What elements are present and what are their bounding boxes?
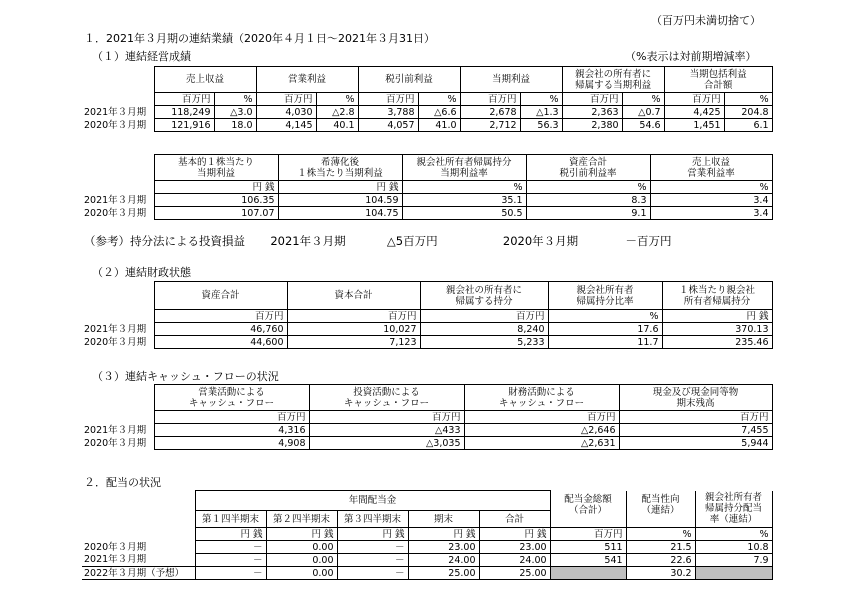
value-cell: 54.6 [622, 119, 664, 132]
value-cell: 121,916 [154, 119, 214, 132]
row-label: 2020年３月期 [84, 207, 147, 219]
table-row [82, 207, 772, 220]
row-label: 2021年３月期 [84, 424, 147, 436]
reference-line [84, 233, 671, 249]
col-header: 売上収益 [154, 67, 256, 93]
value-cell: 23.00 [479, 541, 550, 554]
value-cell: 511 [550, 541, 626, 554]
col-header: 第３四半期末 [337, 511, 408, 528]
value-cell: 17.6 [548, 323, 662, 336]
unit-note: （百万円未満切捨て） [651, 14, 761, 27]
col-header: 税引前利益 [358, 67, 460, 93]
operating-results-table [82, 66, 773, 132]
value-cell: 2,712 [460, 119, 520, 132]
value-cell: △3,035 [309, 437, 464, 450]
reference-label: （参考）持分法による投資損益 [84, 234, 245, 248]
row-label: 2022年３月期（予想） [82, 567, 195, 580]
value-cell: 4,057 [358, 119, 418, 132]
value-cell: 24.00 [408, 554, 479, 567]
value-cell: 44,600 [154, 336, 287, 349]
value-cell: 8.3 [526, 194, 650, 207]
unit-cell: 百万円 [619, 411, 772, 424]
value-cell: 18.0 [214, 119, 256, 132]
row-label: 2020年３月期 [84, 541, 147, 553]
value-cell: △2,631 [464, 437, 619, 450]
value-cell: 3.4 [650, 207, 772, 220]
row-label: 2020年３月期 [84, 336, 147, 348]
unit-cell: 円 銭 [278, 181, 402, 194]
section-4-title: ２．配当の状況 [84, 476, 161, 489]
unit-cell: 円 銭 [662, 310, 772, 323]
value-cell: △1.3 [520, 106, 562, 119]
value-cell: － [195, 541, 266, 554]
value-cell: 41.0 [418, 119, 460, 132]
col-header: 現金及び現金同等物 期末残高 [619, 385, 772, 411]
value-cell: 4,145 [256, 119, 316, 132]
col-header: 第２四半期末 [266, 511, 337, 528]
dividend-group-header: 年間配当金 [195, 491, 550, 511]
col-header: 配当性向 （連結） [626, 491, 695, 528]
col-header: 希薄化後 １株当たり当期利益 [278, 155, 402, 181]
row-label: 2020年３月期 [84, 119, 147, 131]
col-header: 親会社の所有者に 帰属する当期利益 [562, 67, 664, 93]
unit-cell: % [418, 93, 460, 106]
value-cell: 541 [550, 554, 626, 567]
value-cell: 118,249 [154, 106, 214, 119]
unit-cell: 円 銭 [479, 528, 550, 541]
value-cell: － [337, 567, 408, 580]
value-cell: 21.5 [626, 541, 695, 554]
col-header: 営業活動による キャッシュ・フロー [154, 385, 309, 411]
unit-cell: % [214, 93, 256, 106]
value-cell: 22.6 [626, 554, 695, 567]
value-cell: 4,030 [256, 106, 316, 119]
row-label: 2021年３月期 [84, 106, 147, 118]
unit-cell: 百万円 [309, 411, 464, 424]
value-cell: 3,788 [358, 106, 418, 119]
unit-cell: 円 銭 [408, 528, 479, 541]
table-row [82, 437, 772, 450]
unit-cell: 円 銭 [195, 528, 266, 541]
value-cell: 6.1 [724, 119, 772, 132]
table-row [82, 424, 772, 437]
value-cell: 104.59 [278, 194, 402, 207]
value-cell: 3.4 [650, 194, 772, 207]
unit-cell: % [526, 181, 650, 194]
col-header: 財務活動による キャッシュ・フロー [464, 385, 619, 411]
section-3-title: （３）連結キャッシュ・フローの状況 [92, 370, 279, 383]
value-cell: 23.00 [408, 541, 479, 554]
main-heading: １．2021年３月期の連結業績（2020年４月１日～2021年３月31日） [84, 32, 435, 45]
value-cell: － [195, 567, 266, 580]
value-cell: 25.00 [408, 567, 479, 580]
value-cell: 107.07 [154, 207, 278, 220]
reference-period-2: 2020年３月期 [502, 234, 579, 248]
unit-cell: 百万円 [154, 411, 309, 424]
value-cell: 35.1 [402, 194, 526, 207]
unit-cell: 百万円 [664, 93, 724, 106]
unit-cell: 百万円 [464, 411, 619, 424]
value-cell: － [195, 554, 266, 567]
table-row [82, 194, 772, 207]
reference-value-1: △5百万円 [386, 234, 438, 248]
value-cell: 8,240 [420, 323, 548, 336]
value-cell: △2.8 [316, 106, 358, 119]
col-header: 当期利益 [460, 67, 562, 93]
unit-cell: % [316, 93, 358, 106]
unit-cell: 百万円 [460, 93, 520, 106]
col-header: 第１四半期末 [195, 511, 266, 528]
unit-cell: % [622, 93, 664, 106]
col-header: 親会社の所有者に 帰属する持分 [420, 282, 548, 310]
value-cell: 0.00 [266, 554, 337, 567]
col-header: 売上収益 営業利益率 [650, 155, 772, 181]
value-cell: 10,027 [287, 323, 420, 336]
value-cell: 2,363 [562, 106, 622, 119]
cash-flow-table [82, 384, 773, 450]
value-cell: 10.8 [695, 541, 772, 554]
value-cell: 24.00 [479, 554, 550, 567]
value-cell: 106.35 [154, 194, 278, 207]
col-header: １株当たり親会社 所有者帰属持分 [662, 282, 772, 310]
value-cell: 7,123 [287, 336, 420, 349]
table-row [82, 541, 772, 554]
col-header: 営業利益 [256, 67, 358, 93]
value-cell: 5,233 [420, 336, 548, 349]
col-header: 投資活動による キャッシュ・フロー [309, 385, 464, 411]
value-cell: 2,678 [460, 106, 520, 119]
value-cell [550, 567, 626, 580]
col-header: 合計 [479, 511, 550, 528]
unit-cell: % [626, 528, 695, 541]
col-header: 親会社所有者 帰属持分比率 [548, 282, 662, 310]
col-header: 親会社所有者帰属持分 当期利益率 [402, 155, 526, 181]
row-label: 2021年３月期 [84, 323, 147, 335]
col-header: 基本的１株当たり 当期利益 [154, 155, 278, 181]
col-header: 配当金総額 （合計） [550, 491, 626, 528]
table-row [82, 567, 772, 580]
table-row [82, 119, 772, 132]
value-cell: △2,646 [464, 424, 619, 437]
value-cell: △433 [309, 424, 464, 437]
value-cell: 46,760 [154, 323, 287, 336]
value-cell: 25.00 [479, 567, 550, 580]
unit-cell: % [724, 93, 772, 106]
unit-cell: 百万円 [420, 310, 548, 323]
col-header: 資産合計 [154, 282, 287, 310]
value-cell: 40.1 [316, 119, 358, 132]
col-header: 期末 [408, 511, 479, 528]
financial-position-table [82, 281, 773, 349]
col-header: 親会社所有者 帰属持分配当 率（連結） [695, 491, 772, 528]
value-cell: △6.6 [418, 106, 460, 119]
dividends-table [82, 490, 773, 580]
value-cell: － [337, 554, 408, 567]
value-cell: 9.1 [526, 207, 650, 220]
value-cell: 30.2 [626, 567, 695, 580]
value-cell: △0.7 [622, 106, 664, 119]
value-cell: 7.9 [695, 554, 772, 567]
unit-cell: % [548, 310, 662, 323]
reference-value-2: －百万円 [625, 234, 672, 248]
unit-cell: 百万円 [358, 93, 418, 106]
value-cell: △3.0 [214, 106, 256, 119]
section-1-title: （１）連結経営成績 [92, 50, 191, 63]
ratios-table [82, 154, 773, 220]
col-header: 資産合計 税引前利益率 [526, 155, 650, 181]
section-2-title: （２）連結財政状態 [92, 266, 191, 279]
value-cell [695, 567, 772, 580]
value-cell: 56.3 [520, 119, 562, 132]
value-cell: 4,425 [664, 106, 724, 119]
row-label: 2020年３月期 [84, 437, 147, 449]
unit-cell: 円 銭 [154, 181, 278, 194]
value-cell: 5,944 [619, 437, 772, 450]
col-header: 当期包括利益 合計額 [664, 67, 772, 93]
percent-note: （%表示は対前期増減率） [625, 50, 757, 63]
unit-cell: 百万円 [154, 93, 214, 106]
unit-cell: % [695, 528, 772, 541]
value-cell: 104.75 [278, 207, 402, 220]
value-cell: 7,455 [619, 424, 772, 437]
table-row [82, 106, 772, 119]
corner-cell [82, 67, 154, 93]
reference-period-1: 2021年３月期 [270, 234, 346, 248]
value-cell: － [337, 541, 408, 554]
value-cell: 0.00 [266, 567, 337, 580]
unit-cell: % [650, 181, 772, 194]
value-cell: 370.13 [662, 323, 772, 336]
unit-cell: 円 銭 [337, 528, 408, 541]
table-row [82, 554, 772, 567]
row-label: 2021年３月期 [84, 554, 147, 566]
unit-cell: 百万円 [256, 93, 316, 106]
row-label: 2021年３月期 [84, 194, 147, 206]
value-cell: 1,451 [664, 119, 724, 132]
unit-cell: 百万円 [154, 310, 287, 323]
unit-cell: 円 銭 [266, 528, 337, 541]
value-cell: 204.8 [724, 106, 772, 119]
value-cell: 2,380 [562, 119, 622, 132]
unit-cell: % [402, 181, 526, 194]
unit-cell: 百万円 [562, 93, 622, 106]
table-row [82, 336, 772, 349]
unit-cell: 百万円 [287, 310, 420, 323]
value-cell: 0.00 [266, 541, 337, 554]
value-cell: 4,908 [154, 437, 309, 450]
unit-cell: % [520, 93, 562, 106]
col-header: 資本合計 [287, 282, 420, 310]
value-cell: 4,316 [154, 424, 309, 437]
table-row [82, 323, 772, 336]
unit-cell: 百万円 [550, 528, 626, 541]
value-cell: 235.46 [662, 336, 772, 349]
value-cell: 11.7 [548, 336, 662, 349]
value-cell: 50.5 [402, 207, 526, 220]
